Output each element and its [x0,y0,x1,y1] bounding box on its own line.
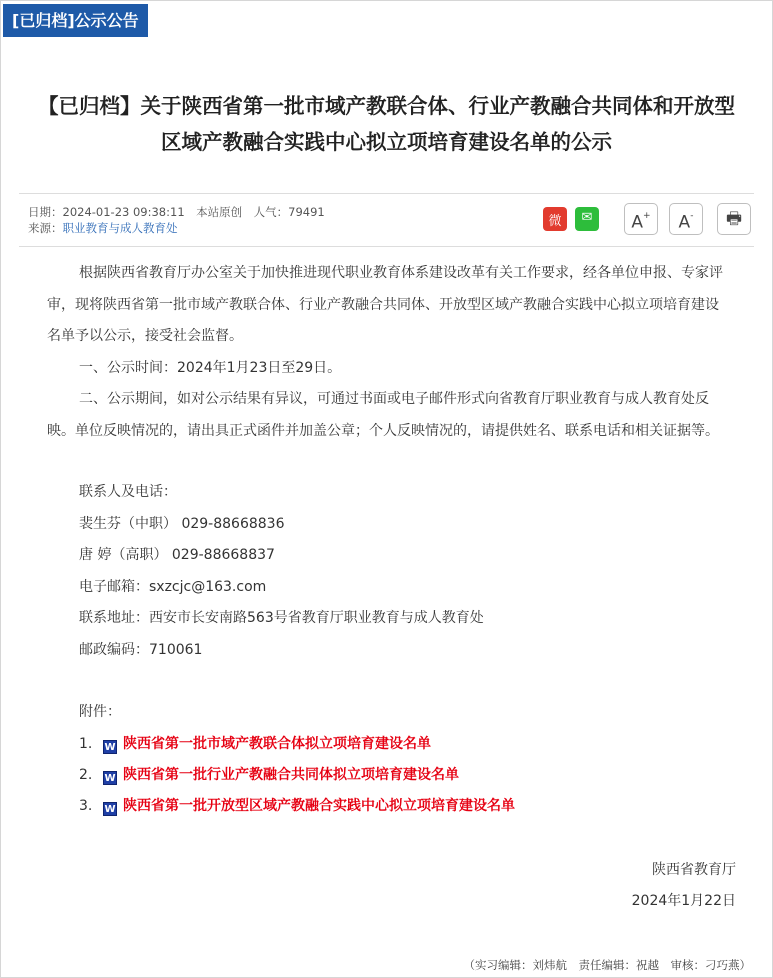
contact-heading: 联系人及电话： [79,484,177,500]
printer-icon: 🖶 [725,209,743,229]
word-doc-icon: W [104,804,116,815]
source-label: 来源： [28,221,63,235]
paragraph-intro: 根据陕西省教育厅办公室关于加快推进现代职业教育体系建设改革有关工作要求，经各单位申报、专家评审，现将陕西省第一批市域产教联合体、行业产教融合共同体、开放型区域产教融合实践中心拟立项培育建设名单予以公示，接受社会监督。 [47,265,723,344]
postcode: 邮政编码：710061 [79,642,203,658]
weibo-share-icon[interactable]: 微 [543,207,567,231]
attachment-item[interactable]: 1. W 陕西省第一批市域产教联合体拟立项培育建设名单 [79,736,431,753]
attachment-link[interactable]: 陕西省第一批市域产教联合体拟立项培育建设名单 [123,736,431,752]
meta-date: 日期：2024-01-23 09:38:11 本站原创 人气：79491 [28,205,325,219]
attachments-heading: 附件： [79,704,121,720]
meta-source [28,220,325,236]
title-line-1: 【已归档】关于陕西省第一批市域产教联合体、行业产教融合共同体和开放型 [38,94,735,118]
category-tag[interactable]: [已归档]公示公告 [3,4,148,37]
word-doc-icon: W [104,742,116,753]
email: 电子邮箱：sxzcjc@163.com [79,579,267,595]
attachment-item[interactable]: 3. W 陕西省第一批开放型区域产教融合实践中心拟立项培育建设名单 [79,798,515,815]
attachment-link[interactable]: 陕西省第一批开放型区域产教融合实践中心拟立项培育建设名单 [123,798,515,814]
contact-2: 唐 婷（高职） 029-88668837 [79,547,275,563]
print-button[interactable] [717,203,751,235]
signature-date: 2024年1月22日 [631,893,736,909]
attachment-link[interactable]: 陕西省第一批行业产教融合共同体拟立项培育建设名单 [123,767,459,783]
meta-bar [19,193,754,247]
font-decrease-button[interactable]: A- [669,203,703,235]
source-link[interactable]: 职业教育与成人教育处 [62,221,178,235]
paragraph-time: 一、公示时间：2024年1月23日至29日。 [79,359,342,376]
attachment-item[interactable]: 2. W 陕西省第一批行业产教融合共同体拟立项培育建设名单 [79,767,459,784]
editor-credits: （实习编辑：刘炜航 责任编辑：祝越 审核：刁巧燕） [463,958,751,972]
font-increase-button[interactable]: A+ [624,203,658,235]
page-title [0,88,773,160]
address: 联系地址：西安市长安南路563号省教育厅职业教育与成人教育处 [79,610,484,626]
signature-org: 陕西省教育厅 [652,862,736,878]
meta-info [28,204,325,236]
article-body [47,258,727,447]
paragraph-objection: 二、公示期间，如对公示结果有异议，可通过书面或电子邮件形式向省教育厅职业教育与成人教育处反映。单位反映情况的，请出具正式函件并加盖公章；个人反映情况的，请提供姓名、联系电话和相关证据等。 [47,391,719,439]
word-doc-icon: W [104,773,116,784]
title-line-2: 区域产教融合实践中心拟立项培育建设名单的公示 [161,130,612,154]
wechat-share-icon[interactable]: ✉ [575,207,599,231]
contact-1: 裴生芬（中职） 029-88668836 [79,516,285,532]
